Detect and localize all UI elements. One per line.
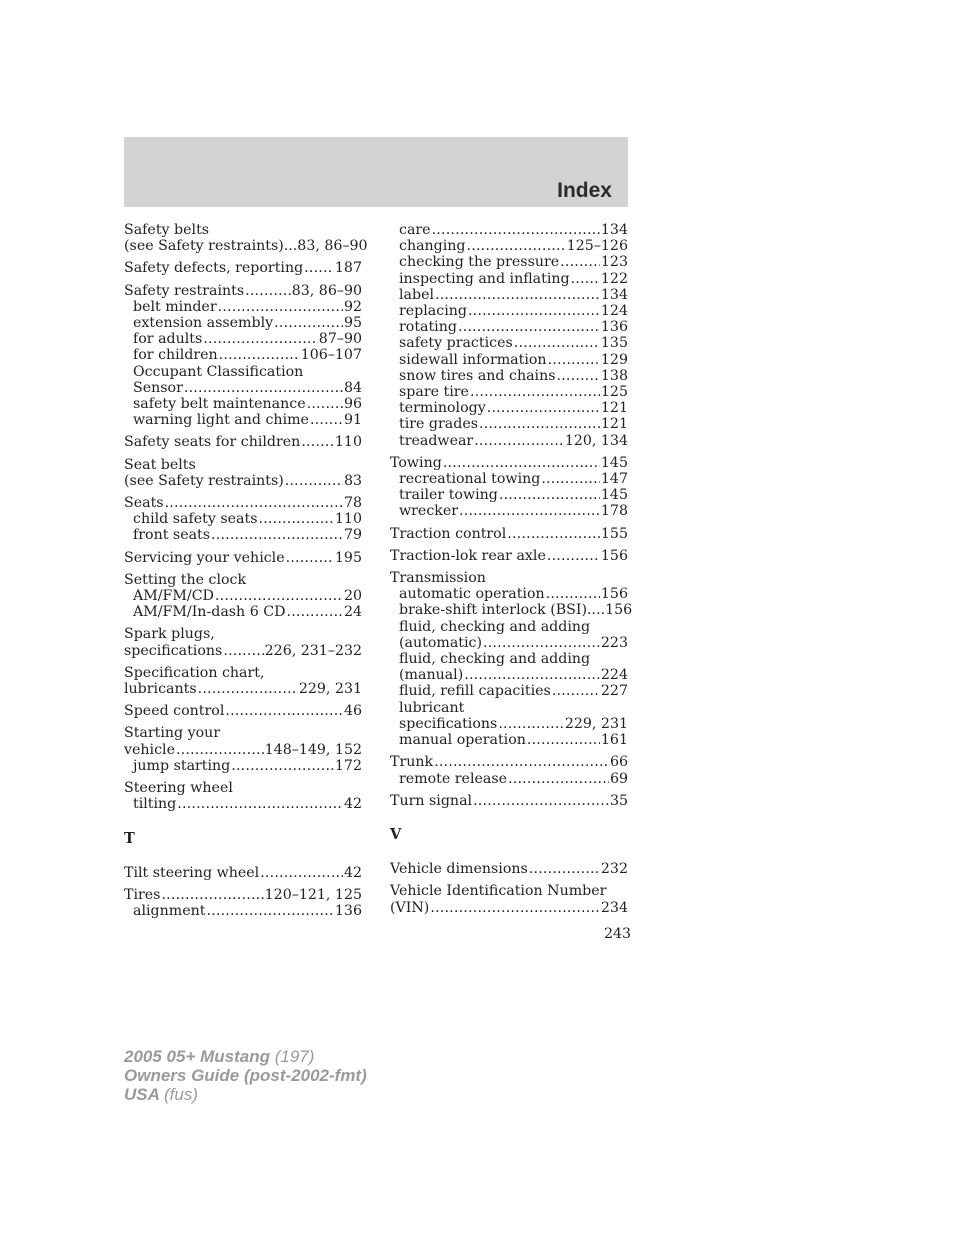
index-entry-line (124, 457, 362, 473)
index-page-ref: 120, 134 (564, 432, 628, 449)
index-term: brake-shift interlock (BSI) (399, 602, 588, 619)
index-subentry-line (390, 433, 628, 449)
index-subentry-line (124, 299, 362, 315)
index-subentry-line (390, 271, 628, 287)
index-term: Vehicle Identification Number (390, 883, 607, 900)
index-entry (390, 526, 628, 542)
index-page-ref: 121 (600, 416, 628, 433)
index-page-ref: ...83, 86–90 (283, 238, 368, 255)
index-page-ref: 145 (600, 454, 628, 471)
index-term: trailer towing (399, 487, 498, 504)
index-term: jump starting (133, 757, 231, 774)
index-subentry-line (390, 503, 628, 519)
index-page-ref: 227 (600, 683, 628, 700)
index-letter-heading: T (124, 829, 135, 847)
dot-leader (215, 588, 343, 604)
index-entry-line (390, 570, 628, 586)
index-entry (124, 457, 362, 489)
index-term: fluid, checking and adding (399, 651, 591, 668)
index-term: fluid, refill capacities (399, 683, 551, 700)
index-subentry-line (390, 335, 628, 351)
index-subentry-line (124, 396, 362, 412)
index-page-ref: 136 (334, 903, 362, 920)
dot-leader (218, 299, 343, 315)
index-term: Traction control (390, 525, 507, 542)
index-entry-line (124, 780, 362, 796)
index-term: Tilt steering wheel (124, 864, 260, 881)
index-term: wrecker (399, 503, 459, 520)
index-entry (124, 260, 362, 276)
index-term: Safety seats for children (124, 434, 301, 451)
dot-leader (514, 335, 600, 351)
index-term: remote release (399, 770, 508, 787)
index-subentry-line (390, 416, 628, 432)
index-term: for children (133, 347, 218, 364)
index-page-ref: 178 (600, 503, 628, 520)
index-page-ref: 125 (600, 384, 628, 401)
index-entry-line (124, 238, 368, 255)
index-page-ref: 46 (343, 703, 362, 720)
index-page-ref: 35 (609, 792, 628, 809)
index-entry-line (390, 883, 628, 899)
index-entry-line (124, 865, 362, 881)
index-subentry-line (124, 380, 362, 396)
dot-leader (434, 754, 609, 770)
index-entry (390, 754, 628, 786)
index-entry (390, 570, 633, 749)
dot-leader (198, 681, 298, 697)
index-entry (124, 887, 362, 919)
index-subentry-line (124, 527, 362, 543)
index-subentry-line (124, 412, 362, 428)
index-page-ref: 226, 231–232 (264, 642, 362, 659)
index-entry-line (390, 548, 628, 564)
index-page-ref: 42 (343, 864, 362, 881)
index-entry-line (124, 643, 362, 659)
index-subentry-line (390, 352, 628, 368)
index-term: changing (399, 238, 466, 255)
dot-leader (286, 604, 342, 620)
dot-leader (470, 384, 600, 400)
index-term: Steering wheel (124, 780, 233, 797)
index-page-ref: 95 (343, 315, 362, 332)
index-term: lubricants (124, 681, 197, 698)
index-term: fluid, checking and adding (399, 618, 591, 635)
index-entry-line (124, 222, 362, 238)
footer-model-code: (197) (274, 1047, 315, 1066)
index-term: safety practices (399, 335, 513, 352)
index-entry-line (124, 572, 362, 588)
footer (124, 1047, 367, 1104)
index-term: lubricant (399, 699, 465, 716)
index-entry (390, 548, 628, 564)
dot-leader (507, 526, 600, 542)
dot-leader (161, 887, 263, 903)
index-page-ref: 224 (600, 667, 628, 684)
index-term: child safety seats (133, 511, 258, 528)
index-entry (124, 703, 362, 719)
footer-line-2: Owners Guide (post-2002-fmt) (124, 1066, 367, 1085)
index-subentry-line (390, 319, 628, 335)
index-subentry-line (390, 222, 628, 238)
index-page-ref: 121 (600, 400, 628, 417)
index-term: Trunk (390, 754, 434, 771)
index-page-ref: 229, 231 (564, 715, 628, 732)
dot-leader (435, 287, 600, 303)
index-page-ref: 96 (343, 396, 362, 413)
index-page-ref: 83, 86–90 (291, 282, 362, 299)
index-term: belt minder (133, 298, 217, 315)
index-term: Seat belts (124, 456, 196, 473)
index-term: AM/FM/In-dash 6 CD (133, 604, 286, 621)
index-subentry-line (390, 400, 628, 416)
dot-leader (458, 319, 600, 335)
index-page-ref: 234 (600, 899, 628, 916)
index-page-ref: 195 (334, 549, 362, 566)
index-term: Servicing your vehicle (124, 549, 285, 566)
index-subentry-line (390, 238, 628, 254)
index-column-left (124, 222, 368, 925)
dot-leader (211, 527, 343, 543)
dot-leader (304, 260, 334, 276)
index-term: Setting the clock (124, 571, 247, 588)
dot-leader (479, 416, 600, 432)
index-entry-line (390, 793, 628, 809)
dot-leader (176, 742, 264, 758)
index-term: Safety belts (124, 222, 210, 238)
index-term: Safety defects, reporting (124, 260, 304, 277)
index-subentry-line (124, 796, 362, 812)
dot-leader (498, 716, 564, 732)
index-page-ref: 147 (600, 471, 628, 488)
index-entry-line (124, 473, 362, 489)
index-term: Occupant Classification (133, 363, 304, 380)
footer-model: 2005 05+ Mustang (124, 1047, 270, 1066)
index-page-ref: 229, 231 (298, 681, 362, 698)
index-subentry-line (390, 651, 628, 667)
index-term: Starting your (124, 725, 221, 742)
dot-leader (459, 503, 600, 519)
dot-leader (571, 271, 600, 287)
index-subentry-line (124, 588, 362, 604)
index-page-ref: 110 (334, 434, 362, 451)
dot-leader (258, 511, 333, 527)
index-term: snow tires and chains (399, 367, 556, 384)
dot-leader (443, 455, 600, 471)
index-page-ref: 84 (343, 379, 362, 396)
index-term: AM/FM/CD (133, 588, 214, 605)
index-subentry-line (124, 315, 362, 331)
dot-leader (310, 412, 343, 428)
index-term: tire grades (399, 416, 479, 433)
index-subentry-line (124, 604, 362, 620)
index-entry (390, 222, 628, 449)
index-subentry-line (390, 586, 628, 602)
dot-leader (219, 347, 300, 363)
index-page-ref: 24 (343, 604, 362, 621)
dot-leader (547, 548, 600, 564)
header-band (124, 137, 628, 207)
index-page-ref: 66 (609, 754, 628, 771)
index-term: Specification chart, (124, 664, 265, 681)
index-page-ref: 125–126 (566, 238, 628, 255)
index-entry-line (124, 887, 362, 903)
index-page-ref: 155 (600, 525, 628, 542)
index-subentry-line (390, 700, 628, 716)
index-term: terminology (399, 400, 486, 417)
index-term: Traction-lok rear axle (390, 547, 546, 564)
index-letter-heading: V (390, 825, 402, 843)
index-term: manual operation (399, 732, 526, 749)
index-subentry-line (124, 903, 362, 919)
index-term: Sensor (133, 379, 183, 396)
index-term: Tires (124, 886, 161, 903)
page-title: Index (557, 179, 612, 202)
dot-leader (301, 434, 334, 450)
index-entry (124, 222, 368, 255)
index-term: (manual) (399, 667, 464, 684)
index-subentry-line (390, 771, 628, 787)
index-entry-line (124, 626, 362, 642)
index-page-ref: 20 (343, 588, 362, 605)
dot-leader (231, 758, 334, 774)
index-entry-line (124, 703, 362, 719)
index-subentry-line (390, 254, 628, 270)
index-page-ref: 134 (600, 222, 628, 238)
index-entry (124, 725, 362, 774)
index-page-ref: 138 (600, 367, 628, 384)
index-page-ref: 83 (343, 472, 362, 489)
index-entry-line (124, 725, 362, 741)
index-term: care (399, 222, 431, 238)
index-page-ref: 156 (600, 547, 628, 564)
dot-leader (527, 732, 600, 748)
index-term: (see Safety restraints) (124, 238, 284, 255)
index-term: Seats (124, 495, 164, 512)
index-page-ref: 92 (343, 298, 362, 315)
footer-market-code: (fus) (164, 1085, 198, 1104)
dot-leader (223, 643, 263, 659)
index-page-ref: 136 (600, 319, 628, 336)
dot-leader (286, 550, 334, 566)
index-entry-line (390, 861, 628, 877)
index-term: specifications (399, 715, 498, 732)
index-page-ref: 145 (600, 487, 628, 504)
index-subentry-line (124, 347, 362, 363)
index-entry (124, 495, 362, 544)
index-subentry-line (124, 511, 362, 527)
index-page-ref: 78 (343, 495, 362, 512)
index-page-ref: 69 (609, 770, 628, 787)
index-term: treadwear (399, 432, 474, 449)
index-term: sidewall information (399, 351, 547, 368)
index-entry (124, 865, 362, 881)
index-entry-line (390, 455, 628, 471)
dot-leader (260, 865, 343, 881)
dot-leader (557, 368, 600, 384)
dot-leader (464, 667, 600, 683)
dot-leader (274, 315, 343, 331)
dot-leader (184, 380, 343, 396)
index-entry-line (124, 665, 362, 681)
index-term: warning light and chime (133, 412, 309, 429)
index-page-ref: 135 (600, 335, 628, 352)
index-term: Safety restraints (124, 282, 245, 299)
index-entry (124, 572, 362, 621)
index-page-ref: 187 (334, 260, 362, 277)
dot-leader (307, 396, 343, 412)
index-entry (124, 626, 362, 658)
index-term: Vehicle dimensions (390, 861, 528, 878)
index-term: alignment (133, 903, 206, 920)
index-page-ref: 79 (343, 527, 362, 544)
index-page-ref: 161 (600, 732, 628, 749)
index-term: front seats (133, 527, 211, 544)
index-term: label (399, 286, 435, 303)
index-entry-line (390, 526, 628, 542)
index-page-ref: ....156 (587, 602, 633, 619)
index-entry (124, 550, 362, 566)
index-page-ref: 124 (600, 303, 628, 320)
dot-leader (432, 222, 600, 238)
index-subentry-line (390, 716, 628, 732)
page-number: 243 (604, 926, 632, 942)
index-entry (390, 455, 628, 520)
index-page-ref: 156 (600, 586, 628, 603)
index-page-ref: 223 (600, 634, 628, 651)
dot-leader (552, 683, 600, 699)
index-term: Turn signal (390, 792, 473, 809)
index-term: (automatic) (399, 634, 483, 651)
index-subentry-line (390, 287, 628, 303)
dot-leader (474, 433, 564, 449)
index-entry-line (124, 681, 362, 697)
index-entry-line (124, 283, 362, 299)
dot-leader (285, 473, 343, 489)
index-term: recreational towing (399, 471, 541, 488)
index-entry (124, 434, 362, 450)
dot-leader (548, 352, 600, 368)
index-subentry-line (390, 471, 628, 487)
index-term: specifications (124, 642, 223, 659)
dot-leader (483, 635, 600, 651)
dot-leader (529, 861, 600, 877)
index-entry-line (390, 900, 628, 916)
index-page-ref: 172 (334, 757, 362, 774)
dot-leader (508, 771, 609, 787)
index-subentry-line (390, 732, 628, 748)
index-page-ref: 120–121, 125 (264, 886, 362, 903)
dot-leader (206, 903, 333, 919)
index-term: Spark plugs, (124, 626, 215, 643)
index-entry (390, 793, 628, 809)
index-entry-line (390, 754, 628, 770)
index-term: automatic operation (399, 586, 545, 603)
index-subentry-line (390, 303, 628, 319)
index-page-ref: 122 (600, 270, 628, 287)
dot-leader (546, 586, 600, 602)
index-term: extension assembly (133, 315, 274, 332)
index-term: vehicle (124, 741, 175, 758)
dot-leader (560, 254, 600, 270)
dot-leader (541, 471, 600, 487)
index-page-ref: 123 (600, 254, 628, 271)
index-subentry-line (390, 667, 628, 683)
dot-leader (499, 487, 600, 503)
index-page-ref: 87–90 (318, 331, 362, 348)
footer-line-1 (124, 1047, 367, 1066)
index-term: (see Safety restraints) (124, 472, 284, 489)
index-entry (124, 780, 362, 812)
dot-leader (467, 238, 566, 254)
index-entry-line (124, 742, 362, 758)
index-term: rotating (399, 319, 457, 336)
index-subentry-line (390, 635, 628, 651)
index-subentry-line (390, 683, 628, 699)
dot-leader (225, 703, 343, 719)
index-term: Speed control (124, 703, 225, 720)
index-page-ref: 110 (334, 511, 362, 528)
index-term: Towing (390, 454, 442, 471)
index-page-ref: 106–107 (300, 347, 362, 364)
index-subentry-line (390, 384, 628, 400)
dot-leader (245, 283, 291, 299)
footer-market: USA (124, 1085, 160, 1104)
index-page-ref: 134 (600, 286, 628, 303)
index-entry (390, 883, 628, 915)
index-page-ref: 91 (343, 412, 362, 429)
index-term: inspecting and inflating (399, 270, 570, 287)
index-term: tilting (133, 796, 177, 813)
dot-leader (165, 495, 343, 511)
index-subentry-line (390, 487, 628, 503)
dot-leader (203, 331, 318, 347)
index-subentry-line (390, 619, 628, 635)
index-term: (VIN) (390, 899, 430, 916)
index-entry-line (124, 434, 362, 450)
index-subentry-line (124, 758, 362, 774)
index-entry (124, 665, 362, 697)
index-term: for adults (133, 331, 203, 348)
index-term: checking the pressure (399, 254, 560, 271)
index-entry-line (124, 260, 362, 276)
footer-line-3 (124, 1085, 367, 1104)
index-subentry-line (390, 602, 633, 619)
dot-leader (430, 900, 600, 916)
index-term: safety belt maintenance (133, 396, 306, 413)
dot-leader (487, 400, 600, 416)
index-entry-line (124, 550, 362, 566)
index-page-ref: 232 (600, 861, 628, 878)
index-entry-line (124, 495, 362, 511)
index-subentry-line (390, 368, 628, 384)
index-term: replacing (399, 303, 467, 320)
index-subentry-line (124, 364, 362, 380)
dot-leader (177, 796, 343, 812)
dot-leader (468, 303, 600, 319)
index-entry (124, 283, 362, 429)
index-entry (390, 861, 628, 877)
index-page-ref: 42 (343, 796, 362, 813)
index-page-ref: 129 (600, 351, 628, 368)
dot-leader (473, 793, 609, 809)
index-page-ref: 148–149, 152 (264, 741, 362, 758)
index-term: Transmission (390, 570, 486, 587)
index-term: spare tire (399, 384, 469, 401)
index-column-right (390, 222, 633, 922)
index-subentry-line (124, 331, 362, 347)
